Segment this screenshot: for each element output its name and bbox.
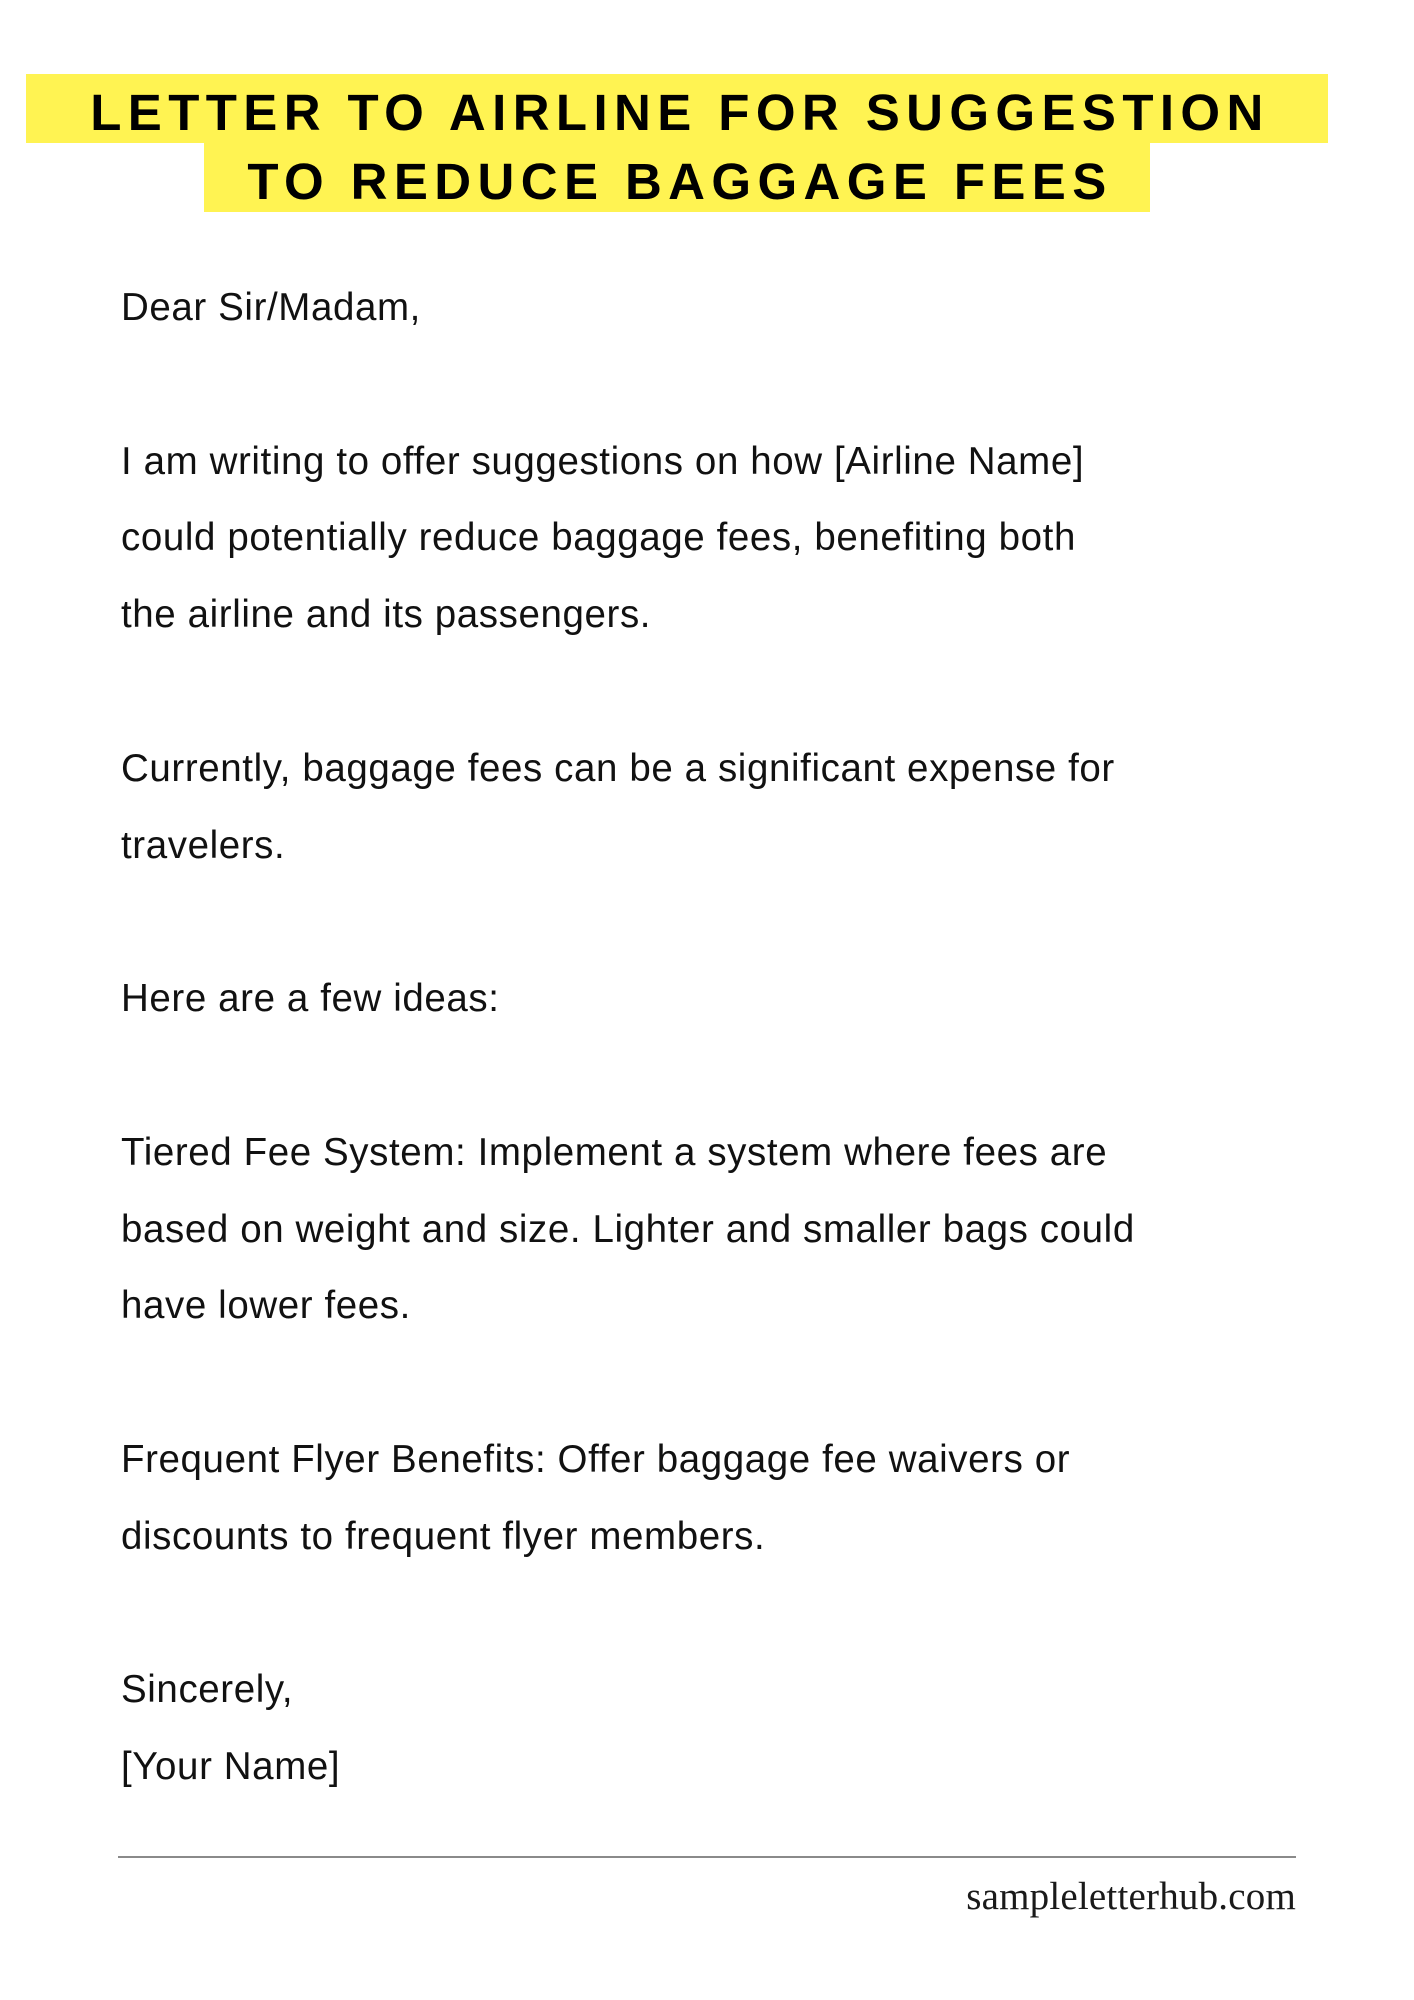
- paragraph-line: Here are a few ideas:: [121, 977, 500, 1021]
- paragraph-line: Tiered Fee System: Implement a system where fees are: [121, 1130, 1108, 1174]
- paragraph-line: have lower fees.: [121, 1284, 411, 1328]
- footer-site-name: sampleletterhub.com: [966, 1875, 1296, 1918]
- paragraph-tiered-fee: [121, 1115, 1341, 1345]
- paragraph-intro: [121, 424, 1341, 654]
- paragraph-line: Frequent Flyer Benefits: Offer baggage fee waivers or: [121, 1437, 1071, 1481]
- spacer: [121, 1345, 1341, 1422]
- signature: [Your Name]: [121, 1745, 341, 1789]
- spacer: [121, 1576, 1341, 1653]
- paragraph-line: travelers.: [121, 823, 286, 867]
- title-line-1: LETTER TO AIRLINE FOR SUGGESTION: [26, 74, 1328, 143]
- closing: Sincerely,: [121, 1668, 294, 1712]
- paragraph-line: could potentially reduce baggage fees, benefiting both: [121, 516, 1076, 560]
- paragraph-line: based on weight and size. Lighter and smaller bags could: [121, 1207, 1135, 1251]
- paragraph-line: Currently, baggage fees can be a significant expense for: [121, 746, 1115, 790]
- paragraph-line: discounts to frequent flyer members.: [121, 1514, 766, 1558]
- title-line-2: TO REDUCE BAGGAGE FEES: [204, 143, 1150, 212]
- salutation: Dear Sir/Madam,: [121, 286, 421, 329]
- footer-divider: [118, 1856, 1296, 1858]
- spacer: [121, 884, 1341, 961]
- letter-title: [0, 74, 1354, 212]
- paragraph-ideas-intro: [121, 961, 1341, 1038]
- spacer: [121, 347, 1341, 424]
- paragraph-line: I am writing to offer suggestions on how [Airline Name]: [121, 439, 1085, 483]
- spacer: [121, 654, 1341, 731]
- paragraph-context: [121, 731, 1341, 885]
- letter-body: [121, 270, 1341, 1806]
- spacer: [121, 1038, 1341, 1115]
- paragraph-line: the airline and its passengers.: [121, 593, 652, 637]
- paragraph-frequent-flyer: [121, 1422, 1341, 1576]
